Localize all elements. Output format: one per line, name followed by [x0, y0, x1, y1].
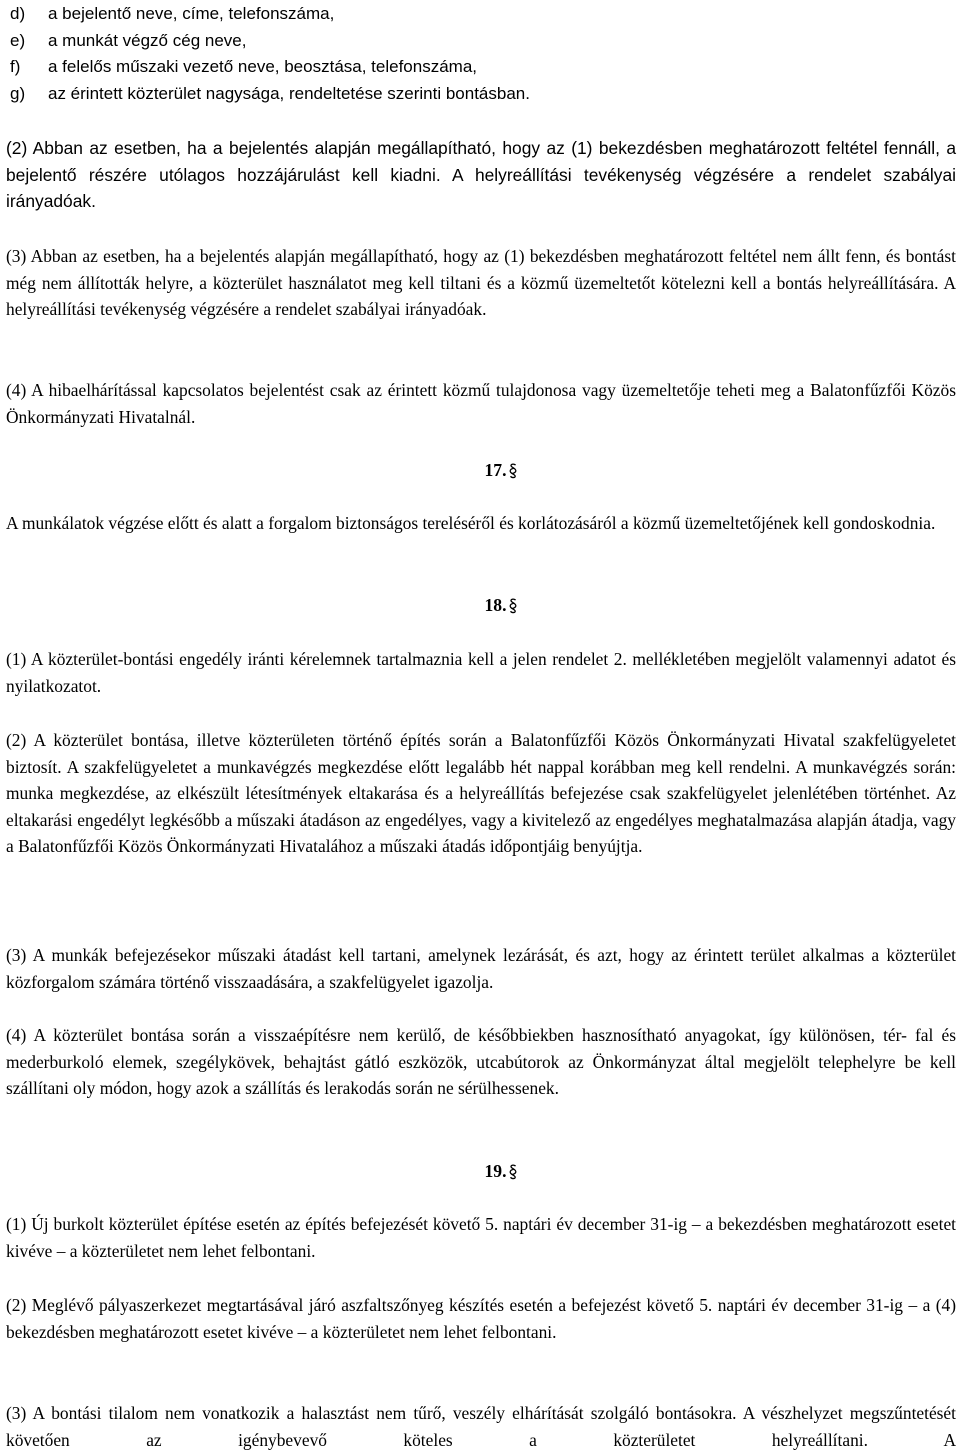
- section-heading-17: [6, 457, 960, 484]
- section-heading-19: [6, 1158, 960, 1185]
- list-marker: g): [10, 83, 26, 103]
- paragraph-19-1: (1) Új burkolt közterület építése esetén az építés befejezését követő 5. naptári év december 31-ig – a bekezdésben meghatározott esetet kivéve – a közterületet nem lehet felbontani.: [6, 1214, 956, 1261]
- list-marker: f): [10, 57, 21, 76]
- section-number: 19.: [484, 1161, 507, 1181]
- paragraph-16-2-part1: (2) Abban az esetben, ha a bejelentés alapján megállapítható, hogy az (1) bekezdésben meghatározott feltétel fennáll, a bejelentő részére utólagos hozzájárulást kell kiadni.: [6, 138, 956, 185]
- paragraph-16-2: [6, 135, 956, 215]
- paragraph-sign-icon: [508, 462, 518, 480]
- paragraph-16-3: (3) Abban az esetben, ha a bejelentés alapján megállapítható, hogy az (1) bekezdésben meghatározott feltétel nem állt fenn, és bontást még nem állították helyre, a közterület használatot meg kell tiltani és a közmű üzemeltetőt kötelezni kell a bontás helyreállítására. A helyreállítási tevékenység végzésére a rendelet szabályai irányadóak.: [6, 246, 956, 319]
- section-number: 17.: [484, 460, 507, 480]
- paragraph-16-4: (4) A hibaelhárítással kapcsolatos bejelentést csak az érintett közmű tulajdonosa vagy üzemeltetője teheti meg a Balatonfűzfői Közös Önkormányzati Hivatalnál.: [6, 380, 956, 427]
- paragraph-19-2: (2) Meglévő pályaszerkezet megtartásával járó aszfaltszőnyeg készítés esetén a befejezést követő 5. naptári év december 31-ig – a (4) bekezdésben meghatározott esetet kivéve – a közterületet nem lehet felbontani.: [6, 1295, 956, 1342]
- paragraph-19-3: (3) A bontási tilalom nem vonatkozik a halasztást nem tűrő, veszély elhárítását szolgáló bontásokra. A vészhelyzet megszűntetését követően az igénybevevő köteles a közterületet helyreállítani. A: [6, 1403, 956, 1450]
- paragraph-18-3: (3) A munkák befejezésekor műszaki átadást kell tartani, amelynek lezárását, és azt, hogy az érintett terület alkalmas a közterület közforgalom számára történő visszaadására, a szakfelügyelet igazolja.: [6, 945, 956, 992]
- list-block: [10, 1, 950, 107]
- paragraph-18-1: (1) A közterület-bontási engedély iránti kérelemnek tartalmaznia kell a jelen rendelet 2. mellékletében megjelölt valamennyi adatot és nyilatkozatot.: [6, 649, 956, 696]
- list-item-text: a bejelentő neve, címe, telefonszáma,: [48, 4, 335, 23]
- list-item: [10, 81, 950, 108]
- list-item-text: a munkát végző cég neve,: [48, 30, 247, 50]
- list-item: [10, 28, 950, 55]
- paragraph-18-4: (4) A közterület bontása során a visszaépítésre nem kerülő, de későbbiekben hasznosítható anyagokat, így különösen, tér- fal és mederburkoló elemek, szegélykövek, behajtást gátló eszközök, utcabútorok az Önkormányzat által megjelölt telephelyre be kell szállítani oly módon, hogy azok a szállítás és lerakodás során ne sérülhessenek.: [6, 1025, 956, 1098]
- list-item-text: az érintett közterület nagysága, rendeltetése szerinti bontásban.: [48, 83, 530, 103]
- list-marker: d): [10, 4, 26, 23]
- section-number: 18.: [484, 595, 507, 615]
- list-item: [10, 54, 950, 81]
- paragraph-sign-icon: [508, 597, 518, 615]
- paragraph-sign-icon: [508, 1163, 518, 1181]
- list-marker: e): [10, 30, 26, 50]
- paragraph-17-1: A munkálatok végzése előtt és alatt a forgalom biztonságos tereléséről és korlátozásáról a közmű üzemeltetőjének kell gondoskodnia.: [6, 513, 936, 533]
- list-item: [10, 1, 950, 28]
- paragraph-16-2-part2: A helyreállítási tevékenység végzésére a rendelet szabályai irányadóak.: [6, 164, 956, 211]
- list-item-text: a felelős műszaki vezető neve, beosztása, telefonszáma,: [48, 57, 478, 76]
- paragraph-18-2: (2) A közterület bontása, illetve közterületen történő építés során a Balatonfűzfői Közös Önkormányzati Hivatal szakfelügyeletet biztosít. A szakfelügyeletet a munkavégzés megkezdése előtt legalább hét nappal korábban meg kell rendelni. A munkavégzés során: munka megkezdése, az elkészült létesítmények eltakarása és a helyreállítás befejezése csak szakfelügyelet jelenlétében történhet. Az eltakarási engedélyt legkésőbb a műszaki átadáson az engedélyes, vagy a kivitelező az engedélyes meghatalmazása alapján átadja, vagy a Balatonfűzfői Közös Önkormányzati Hivatalához a műszaki átadás időpontjáig benyújtja.: [6, 730, 956, 856]
- section-heading-18: [6, 592, 960, 619]
